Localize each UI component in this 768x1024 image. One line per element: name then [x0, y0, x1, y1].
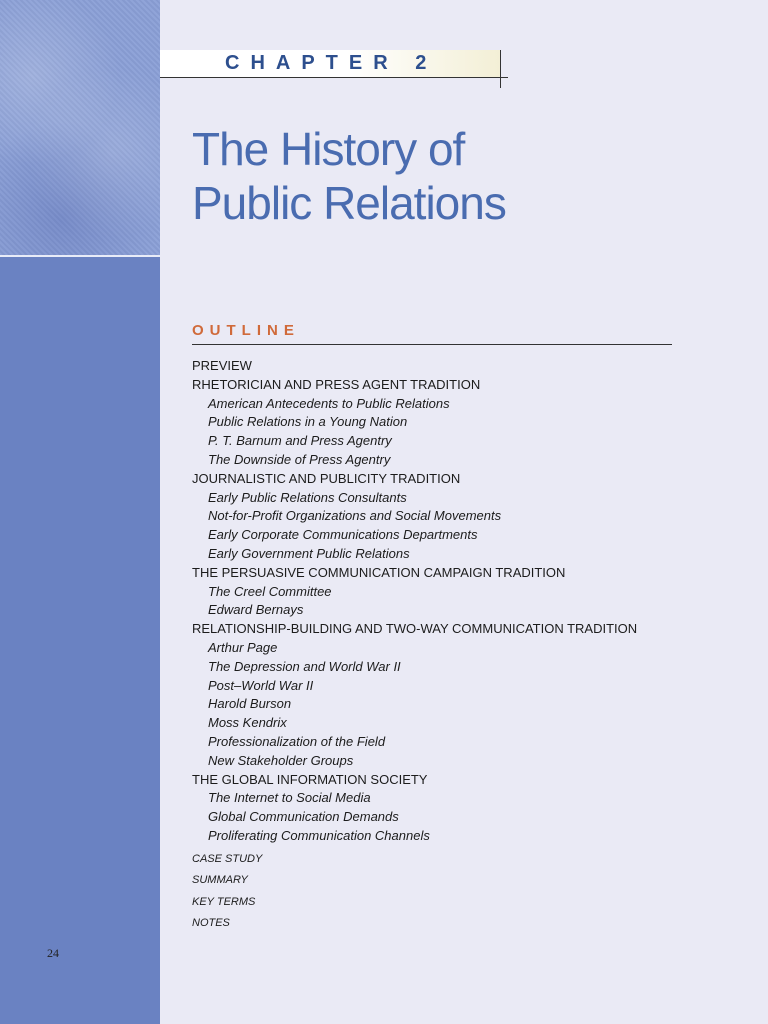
outline-subsection: P. T. Barnum and Press Agentry — [208, 433, 392, 449]
backmatter-item: CASE STUDY — [192, 853, 263, 865]
chapter-bar-tick — [500, 50, 501, 88]
page-number: 24 — [47, 946, 59, 960]
backmatter-item: KEY TERMS — [192, 895, 256, 908]
outline-subsection: Arthur Page — [208, 639, 278, 655]
outline-rule — [192, 344, 672, 345]
outline-section: RELATIONSHIP-BUILDING AND TWO-WAY COMMUNICATION TRADITION — [192, 621, 638, 637]
outline-subsection: Early Corporate Communications Departments — [208, 527, 478, 543]
outline-section: PREVIEW — [192, 358, 252, 373]
chapter-bar-underline — [160, 77, 508, 78]
chapter-title-line-2: Public Relations — [192, 177, 506, 229]
outline-subsection: Post–World War II — [208, 677, 314, 693]
chapter-label: CHAPTER 2 — [225, 52, 438, 74]
outline-section: JOURNALISTIC AND PUBLICITY TRADITION — [192, 470, 461, 486]
outline-subsection: Not-for-Profit Organizations and Social Movements — [208, 508, 502, 524]
backmatter-item: NOTES — [192, 916, 230, 929]
backmatter-list — [192, 849, 262, 934]
backmatter-item: SUMMARY — [192, 874, 248, 887]
outline-heading: OUTLINE — [192, 322, 300, 339]
outline-section: THE PERSUASIVE COMMUNICATION CAMPAIGN TRADITION — [192, 564, 566, 580]
outline-subsection: Early Public Relations Consultants — [208, 489, 407, 505]
outline-subsection: American Antecedents to Public Relations — [208, 395, 450, 411]
outline-subsection: Harold Burson — [208, 696, 292, 712]
chapter-title-line-1: The History of — [192, 123, 465, 175]
outline-subsection: Public Relations in a Young Nation — [208, 414, 408, 430]
outline-section: THE GLOBAL INFORMATION SOCIETY — [192, 771, 428, 787]
outline-subsection: The Downside of Press Agentry — [208, 451, 391, 467]
outline-subsection: Global Communication Demands — [208, 809, 399, 825]
outline-subsection: The Depression and World War II — [208, 658, 401, 674]
outline-subsection: Professionalization of the Field — [208, 733, 386, 749]
outline-subsection: Moss Kendrix — [208, 715, 287, 731]
outline-subsection: New Stakeholder Groups — [208, 752, 354, 768]
outline-subsection: Edward Bernays — [208, 602, 304, 618]
left-band-divider — [0, 255, 160, 257]
outline-subsection: Proliferating Communication Channels — [208, 827, 430, 843]
outline-section: RHETORICIAN AND PRESS AGENT TRADITION — [192, 376, 481, 392]
outline-subsection: The Creel Committee — [208, 583, 332, 599]
chapter-title — [192, 122, 506, 230]
outline-subsection: Early Government Public Relations — [208, 545, 410, 561]
outline-subsection: The Internet to Social Media — [208, 790, 371, 806]
outline-list — [192, 357, 732, 846]
left-texture-panel — [0, 0, 160, 255]
